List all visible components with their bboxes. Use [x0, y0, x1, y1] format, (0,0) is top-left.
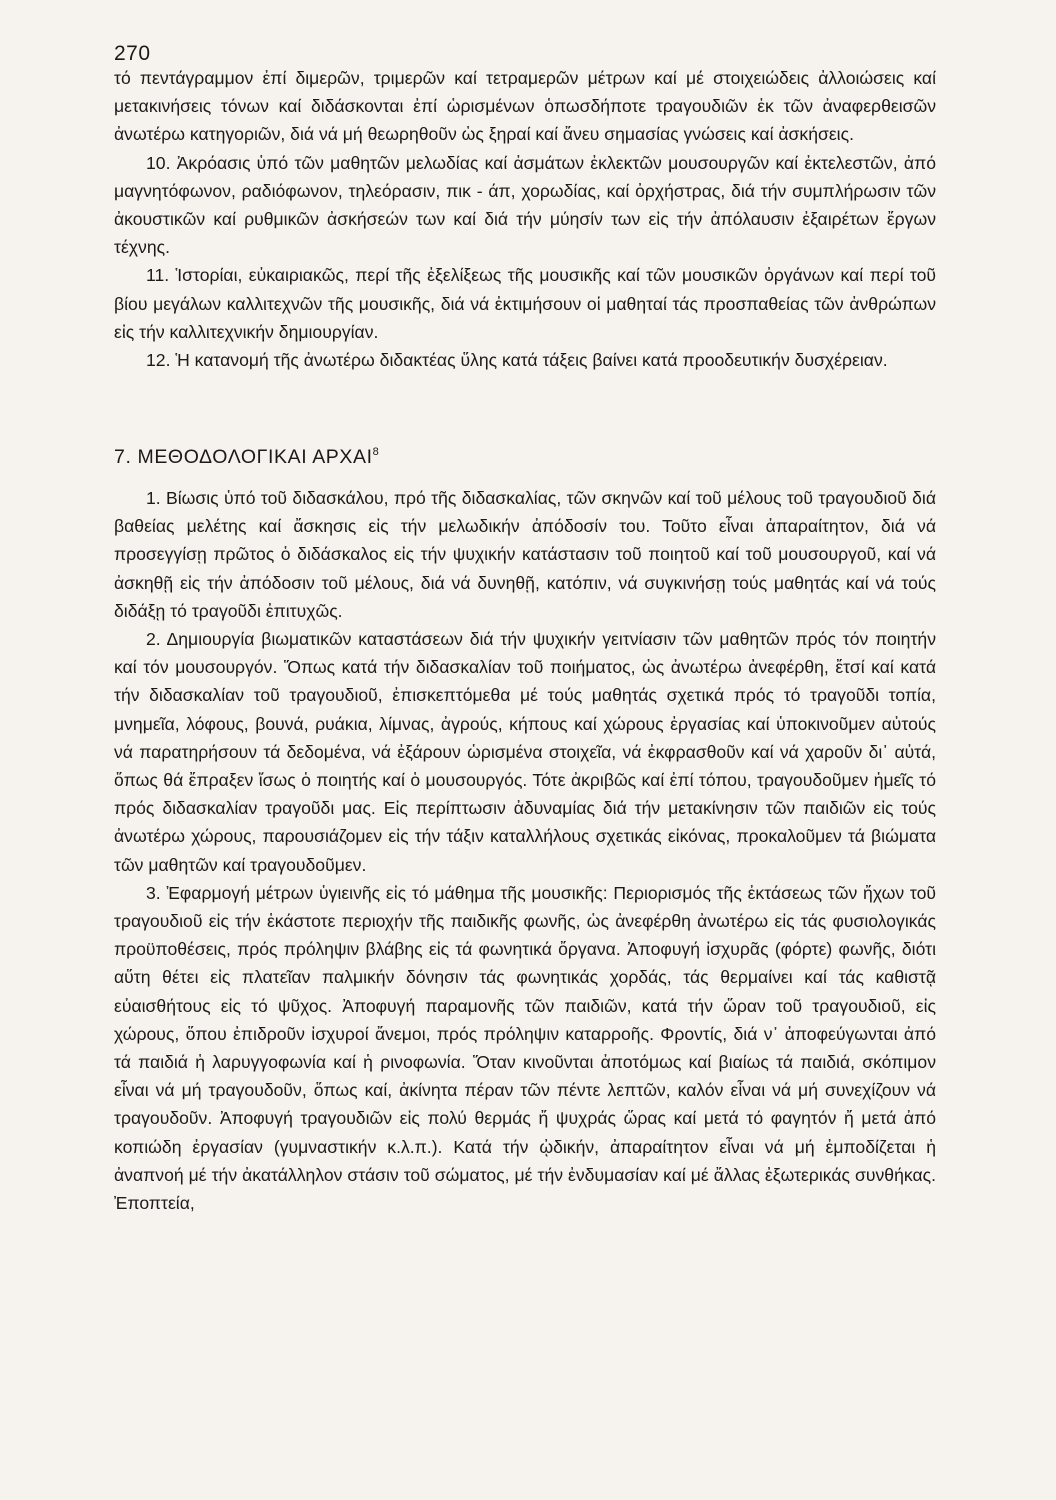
paragraph-item-3: 3. Ἐφαρμογή μέτρων ὑγιεινῆς εἰς τό μάθημα τῆς μουσικῆς: Περιορισμός τῆς ἐκτάσεως τῶν ἤχων τοῦ τραγουδιοῦ εἰς τήν ἑκάστοτε περιοχήν τῆς παιδικῆς φωνῆς, ὡς ἀνεφέρθη ἀνωτέρω εἰς τάς φυσιολογικάς προϋποθέσεις, πρός πρόληψιν βλάβης εἰς τά φωνητικά ὄργανα. Ἀποφυγή ἰσχυρᾶς (φόρτε) φωνῆς, διότι αὕτη θέτει εἰς πλατεῖαν παλμικήν δόνησιν τάς φωνητικάς χορδάς, τάς θερμαίνει καί τάς καθιστᾷ εὐαισθήτους εἰς τό ψῦχος. Ἀποφυγή παραμονῆς τῶν παιδιῶν, κατά τήν ὥραν τοῦ τραγουδιοῦ, εἰς χώρους, ὅπου ἐπιδροῦν ἰσχυροί ἄνεμοι, πρός πρόληψιν καταρροῆς. Φροντίς, διά ν᾽ ἀποφεύγωνται ἀπό τά παιδιά ἡ λαρυγγοφωνία καί ἡ ρινοφωνία. Ὅταν κινοῦνται ἀποτόμως καί βιαίως τά παιδιά, σκόπιμον εἶναι νά μή τραγουδοῦν, ὅπως καί, ἀκίνητα πέραν τῶν πέντε λεπτῶν, καλόν εἶναι νά μή συνεχίζουν νά τραγουδοῦν. Ἀποφυγή τραγουδιῶν εἰς πολύ θερμάς ἤ ψυχράς ὥρας καί μετά τό φαγητόν ἤ μετά ἀπό κοπιώδη ἐργασίαν (γυμναστικήν κ.λ.π.). Κατά τήν ᾠδικήν, ἀπαραίτητον εἶναι νά μή ἐμποδίζεται ἡ ἀναπνοή μέ τήν ἀκατάλληλον στάσιν τοῦ σώματος, μέ τήν ἐνδυμασίαν καί μέ ἄλλας ἐξωτερικάς συνθήκας. Ἐποπτεία, [114, 882, 936, 1214]
footnote-mark: 8 [372, 446, 380, 458]
paragraph-item-1: 1. Βίωσις ὑπό τοῦ διδασκάλου, πρό τῆς διδασκαλίας, τῶν σκηνῶν καί τοῦ μέλους τοῦ τραγουδιοῦ διά βαθείας μελέτης καί ἄσκησις εἰς τήν μελωδικήν ἀπόδοσίν του. Τοῦτο εἶναι ἀπαραίτητον, διά νά προσεγγίσῃ πρῶτος ὁ διδάσκαλος εἰς τήν ψυχικήν κατάστασιν τοῦ ποιητοῦ καί τοῦ μουσουργοῦ, καί νά ἀσκηθῇ εἰς τήν ἀπόδοσιν τοῦ μέλους, διά νά δυνηθῇ, κατόπιν, νά συγκινήσῃ τούς μαθητάς καί νά τούς διδάξῃ τό τραγοῦδι ἐπιτυχῶς. [114, 488, 936, 621]
top-text-block [114, 64, 936, 374]
paragraph-item-12: 12. Ἡ κατανομή τῆς ἀνωτέρω διδακτέας ὕλης κατά τάξεις βαίνει κατά προοδευτικήν δυσχέρειαν. [146, 350, 888, 371]
paragraph-item-10: 10. Ἀκρόασις ὑπό τῶν μαθητῶν μελωδίας καί ἀσμάτων ἐκλεκτῶν μουσουργῶν καί ἐκτελεστῶν, ἀπό μαγνητόφωνον, ραδιόφωνον, τηλεόρασιν, πικ - άπ, χορωδίας, καί ὀρχήστρας, διά τήν συμπλήρωσιν τῶν ἀκουστικῶν καί ρυθμικῶν ἀσκήσεών των καί διά τήν μύησίν των εἰς τήν ἀπόλαυσιν ἐξαιρέτων ἔργων τέχνης. [114, 152, 936, 258]
paragraph-item-2: 2. Δημιουργία βιωματικῶν καταστάσεων διά τήν ψυχικήν γειτνίασιν τῶν μαθητῶν πρός τόν ποιητήν καί τόν μουσουργόν. Ὅπως κατά τήν διδασκαλίαν τοῦ ποιήματος, ὡς ἀνωτέρω ἀνεφέρθη, ἔτσί καί κατά τήν διδασκαλίαν τοῦ τραγουδιοῦ, ἐπισκεπτόμεθα μέ τούς μαθητάς σχετικά πρός τό τραγοῦδι τοπία, μνημεῖα, λόφους, βουνά, ρυάκια, λίμνας, ἀγρούς, κήπους καί χώρους ἐργασίας καί ὑποκινοῦμεν αὐτούς νά παρατηρήσουν τά δεδομένα, νά ἐξάρουν ὡρισμένα στοιχεῖα, νά ἐκφρασθοῦν καί νά χαροῦν δι᾽ αὐτά, ὅπως θά ἔπραξεν ἴσως ὁ ποιητής καί ὁ μουσουργός. Τότε ἀκριβῶς καί ἐπί τόπου, τραγουδοῦμεν ἡμεῖς τό πρός διδασκαλίαν τραγοῦδι μας. Εἰς περίπτωσιν ἀδυναμίας διά τήν μετακίνησιν τῶν παιδιῶν εἰς τούς ἀνωτέρω χώρους, παρουσιάζομεν εἰς τήν τάξιν καταλλήλους σχετικάς εἰκόνας, προκαλοῦμεν τά βιώματα τῶν μαθητῶν καί τραγουδοῦμεν. [114, 629, 936, 875]
section-heading [114, 446, 379, 469]
paragraph-item-11: 11. Ἱστορίαι, εὐκαιριακῶς, περί τῆς ἐξελίξεως τῆς μουσικῆς καί τῶν μουσικῶν ὀργάνων καί περί τοῦ βίου μεγάλων καλλιτεχνῶν τῆς μουσικῆς, διά νά ἐκτιμήσουν οἱ μαθηταί τάς προσπαθείας τῶν ἀνθρώπων εἰς τήν καλλιτεχνικήν δημιουργίαν. [114, 265, 936, 342]
section-text-block [114, 484, 936, 1217]
paragraph-continuation: τό πεντάγραμμον ἐπί διμερῶν, τριμερῶν καί τετραμερῶν μέτρων καί μέ στοιχειώδεις ἀλλοιώσεις καί μετακινήσεις τόνων καί διδάσκονται ἐπί ὡρισμένων ὁπωσδήποτε τραγουδιῶν ἐκ τῶν ἀναφερθεισῶν ἀνωτέρω κατηγοριῶν, διά νά μή θεωρηθοῦν ὡς ξηραί καί ἄνευ σημασίας γνώσεις καί ἀσκήσεις. [114, 68, 936, 145]
page-number: 270 [114, 42, 151, 65]
section-heading-text: 7. ΜΕΘΟΔΟΛΟΓΙΚΑΙ ΑΡΧΑΙ [114, 446, 373, 468]
